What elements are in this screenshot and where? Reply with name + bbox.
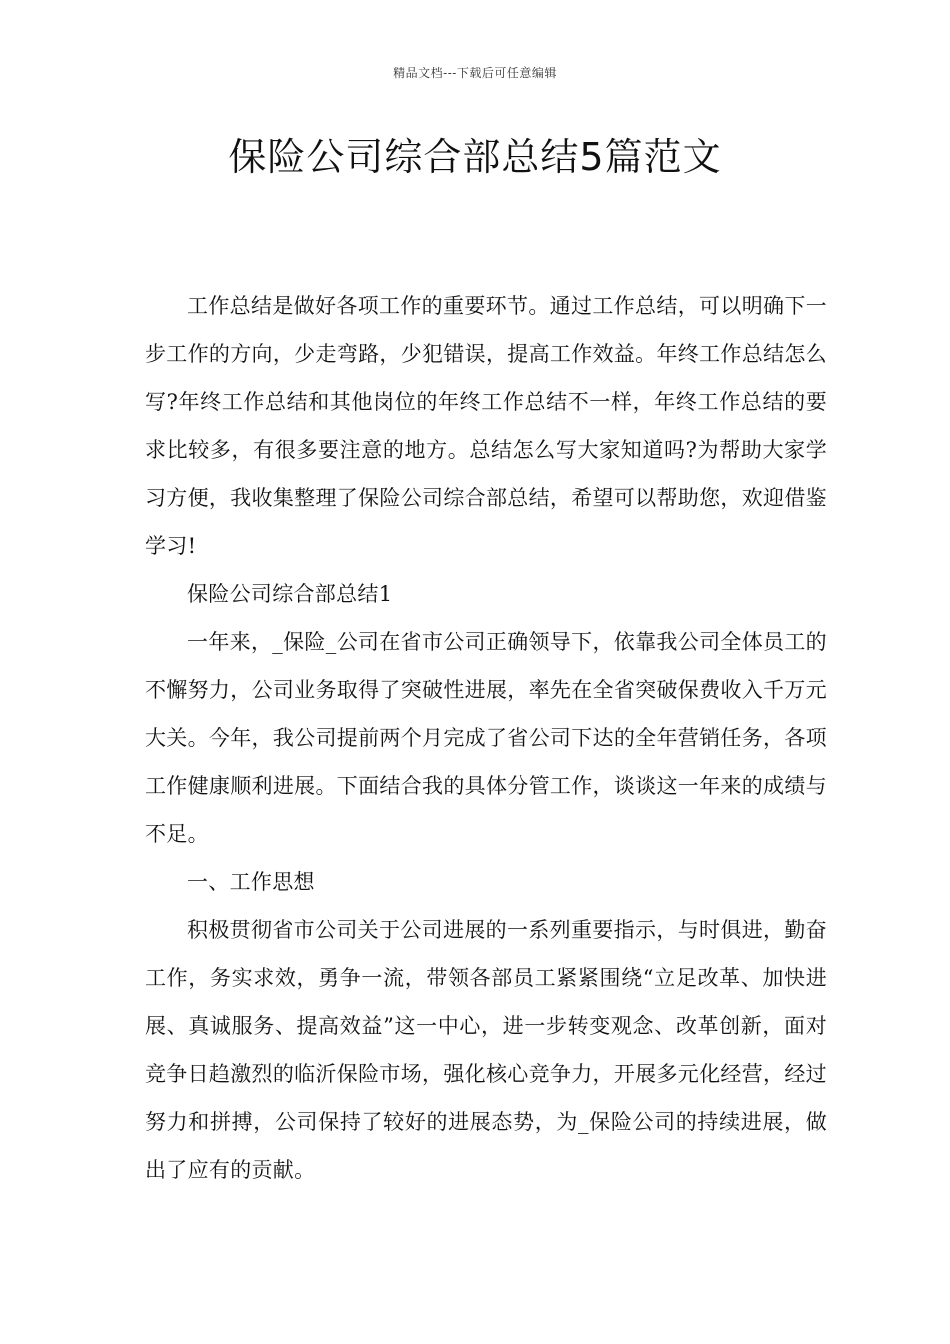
document-body <box>145 282 827 1194</box>
intro-paragraph: 工作总结是做好各项工作的重要环节。通过工作总结，可以明确下一步工作的方向，少走弯路，少犯错误，提高工作效益。年终工作总结怎么写?年终工作总结和其他岗位的年终工作总结不一样，年终工作总结的要求比较多，有很多要注意的地方。总结怎么写大家知道吗?为帮助大家学习方便，我收集整理了保险公司综合部总结，希望可以帮助您，欢迎借鉴学习! <box>145 294 827 558</box>
document-title: 保险公司综合部总结5篇范文 <box>228 135 722 179</box>
subsection-heading: 一、工作思想 <box>187 870 315 894</box>
header-note: 精品文档---下载后可任意编辑 <box>393 66 557 80</box>
body-paragraph: 一年来，_保险_公司在省市公司正确领导下，依靠我公司全体员工的不懈努力，公司业务取得了突破性进展，率先在全省突破保费收入千万元大关。今年，我公司提前两个月完成了省公司下达的全年营销任务，各项工作健康顺利进展。下面结合我的具体分管工作，谈谈这一年来的成绩与不足。 <box>145 630 827 846</box>
body-paragraph: 积极贯彻省市公司关于公司进展的一系列重要指示，与时俱进，勤奋工作，务实求效，勇争一流，带领各部员工紧紧围绕“立足改革、加快进展、真诚服务、提高效益”这一中心，进一步转变观念、改革创新，面对竞争日趋激烈的临沂保险市场，强化核心竞争力，开展多元化经营，经过努力和拼搏，公司保持了较好的进展态势，为_保险公司的持续进展，做出了应有的贡献。 <box>145 918 827 1182</box>
section-heading: 保险公司综合部总结1 <box>187 582 393 606</box>
